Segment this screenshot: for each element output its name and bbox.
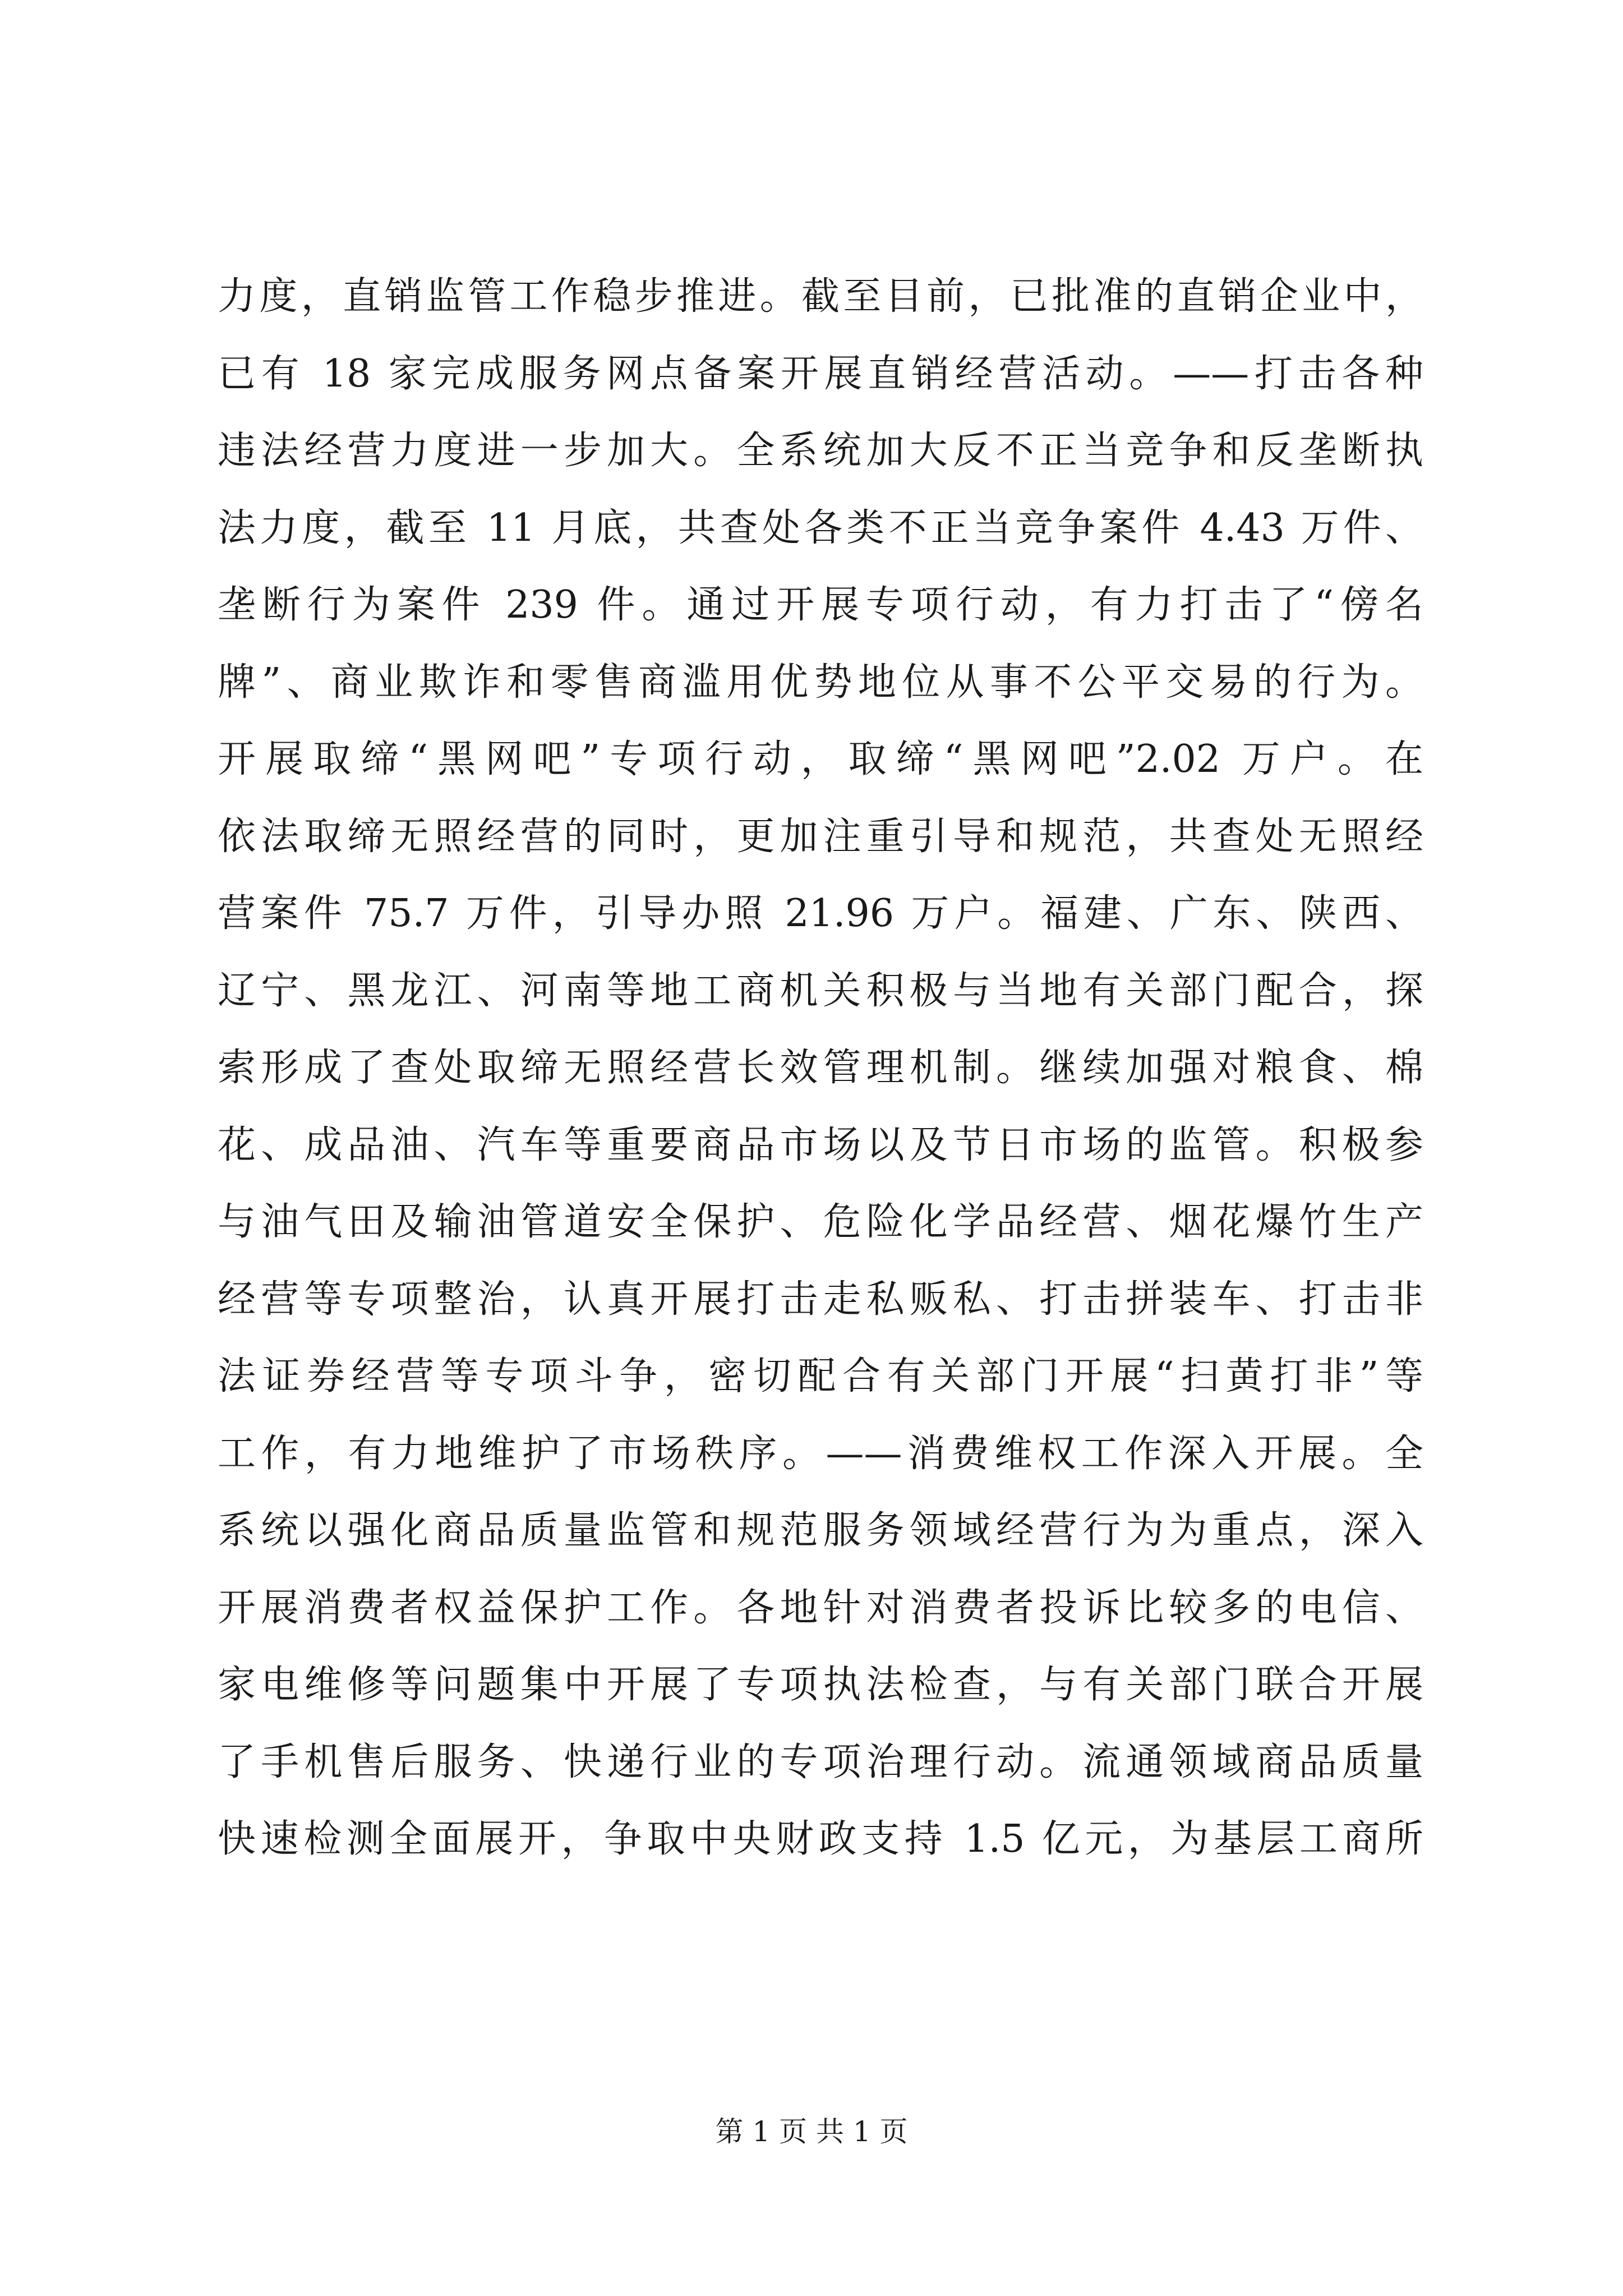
text-line: 已有 18 家完成服务网点备案开展直销经营活动。——打击各种 bbox=[218, 351, 1423, 396]
text-line: 快速检测全面展开，争取中央财政支持 1.5 亿元，为基层工商所 bbox=[218, 1817, 1423, 1861]
text-line: 辽宁、黑龙江、河南等地工商机关积极与当地有关部门配合，探 bbox=[218, 968, 1423, 1013]
text-line: 工作，有力地维护了市场秩序。——消费维权工作深入开展。全 bbox=[218, 1431, 1423, 1476]
text-line: 法证券经营等专项斗争，密切配合有关部门开展“扫黄打非”等 bbox=[218, 1354, 1423, 1398]
text-line: 力度，直销监管工作稳步推进。截至目前，已批准的直销企业中， bbox=[218, 274, 1423, 319]
text-line: 经营等专项整治，认真开展打击走私贩私、打击拼装车、打击非 bbox=[218, 1277, 1423, 1322]
text-line: 花、成品油、汽车等重要商品市场以及节日市场的监管。积极参 bbox=[218, 1122, 1423, 1167]
text-line: 系统以强化商品质量监管和规范服务领域经营行为为重点，深入 bbox=[218, 1508, 1423, 1553]
text-line: 了手机售后服务、快递行业的专项治理行动。流通领域商品质量 bbox=[218, 1740, 1423, 1784]
text-line: 营案件 75.7 万件，引导办照 21.96 万户。福建、广东、陕西、 bbox=[218, 891, 1423, 936]
text-line: 家电维修等问题集中开展了专项执法检查，与有关部门联合开展 bbox=[218, 1663, 1423, 1707]
text-line: 垄断行为案件 239 件。通过开展专项行动，有力打击了“傍名 bbox=[218, 583, 1423, 627]
text-line: 开展消费者权益保护工作。各地针对消费者投诉比较多的电信、 bbox=[218, 1585, 1423, 1630]
body-text bbox=[218, 258, 1423, 1878]
text-line: 法力度，截至 11 月底，共查处各类不正当竞争案件 4.43 万件、 bbox=[218, 505, 1423, 550]
text-line: 违法经营力度进一步加大。全系统加大反不正当竞争和反垄断执 bbox=[218, 429, 1423, 473]
text-line: 与油气田及输油管道安全保护、危险化学品经营、烟花爆竹生产 bbox=[218, 1200, 1423, 1244]
text-line: 牌”、商业欺诈和零售商滥用优势地位从事不公平交易的行为。 bbox=[218, 660, 1423, 705]
text-line: 索形成了查处取缔无照经营长效管理机制。继续加强对粮食、棉 bbox=[218, 1046, 1423, 1090]
text-line: 依法取缔无照经营的同时，更加注重引导和规范，共查处无照经 bbox=[218, 814, 1423, 859]
page-footer: 第 1 页 共 1 页 bbox=[715, 2115, 908, 2148]
text-line: 开展取缔“黑网吧”专项行动，取缔“黑网吧”2.02 万户。在 bbox=[218, 737, 1423, 781]
